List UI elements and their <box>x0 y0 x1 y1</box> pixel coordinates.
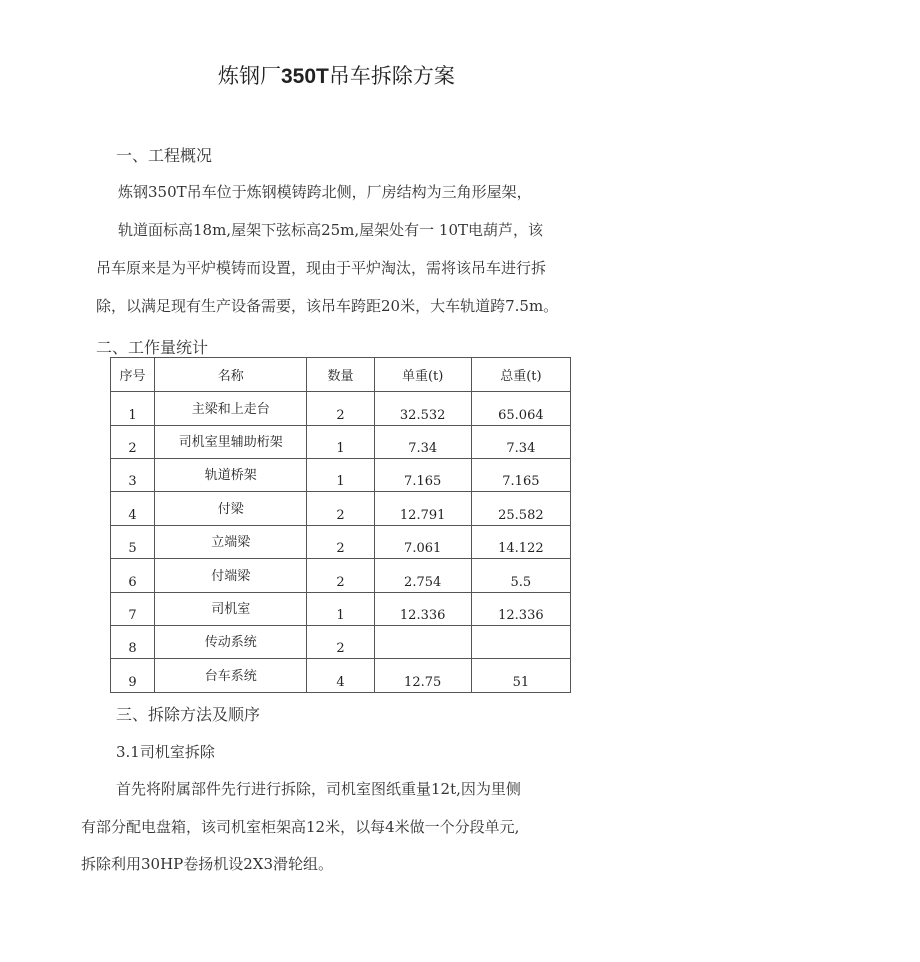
cell-total-weight: 65.064 <box>471 392 570 426</box>
cell-name <box>155 593 307 626</box>
cell-quantity: 1 <box>307 459 374 492</box>
cell-name-text: 付端梁 <box>211 569 251 584</box>
cell-unit-weight: 32.532 <box>374 392 471 426</box>
cell-index: 6 <box>111 559 155 593</box>
cell-total-weight <box>471 626 570 659</box>
cell-quantity: 2 <box>307 626 374 659</box>
cell-quantity: 2 <box>307 559 374 593</box>
cell-unit-weight: 12.336 <box>374 593 471 626</box>
cell-name <box>155 626 307 659</box>
cell-name-text: 台车系统 <box>204 669 257 684</box>
cell-name-text: 付梁 <box>217 502 244 517</box>
document-title <box>218 60 455 90</box>
cell-index: 3 <box>111 459 155 492</box>
cell-quantity: 1 <box>307 593 374 626</box>
cell-name <box>155 526 307 559</box>
title-prefix: 炼钢厂 <box>218 64 281 88</box>
cell-index: 4 <box>111 492 155 526</box>
table-row <box>111 659 571 693</box>
cell-index: 5 <box>111 526 155 559</box>
cell-name <box>155 559 307 593</box>
section2-heading: 二、工作量统计 <box>96 338 209 357</box>
cell-unit-weight: 12.75 <box>374 659 471 693</box>
cell-quantity: 1 <box>307 426 374 459</box>
cell-unit-weight: 2.754 <box>374 559 471 593</box>
title-suffix: 吊车拆除方案 <box>328 64 455 88</box>
cell-quantity: 2 <box>307 526 374 559</box>
cell-name <box>155 459 307 492</box>
cell-index: 8 <box>111 626 155 659</box>
cell-quantity: 4 <box>307 659 374 693</box>
cell-name <box>155 392 307 426</box>
workload-table <box>110 357 571 693</box>
header-quantity: 数量 <box>307 358 374 392</box>
header-total-weight: 总重(t) <box>471 358 570 392</box>
cell-index: 2 <box>111 426 155 459</box>
table-row <box>111 593 571 626</box>
cell-name <box>155 659 307 693</box>
section3-line-1: 首先将附属部件先行进行拆除，司机室图纸重量12t,因为里侧 <box>116 780 521 798</box>
table-row <box>111 492 571 526</box>
cell-total-weight: 25.582 <box>471 492 570 526</box>
cell-total-weight: 7.34 <box>471 426 570 459</box>
section1-heading: 一、工程概况 <box>116 146 213 165</box>
cell-total-weight: 14.122 <box>471 526 570 559</box>
header-name: 名称 <box>155 358 307 392</box>
cell-name-text: 轨道桥架 <box>204 468 257 483</box>
table-row <box>111 392 571 426</box>
cell-quantity: 2 <box>307 392 374 426</box>
table-header-row <box>111 358 571 392</box>
cell-total-weight: 51 <box>471 659 570 693</box>
header-unit-weight: 单重(t) <box>374 358 471 392</box>
section3-line-2: 有部分配电盘箱，该司机室柜架高12米，以每4米做一个分段单元, <box>81 818 520 836</box>
cell-name-text: 主梁和上走台 <box>191 402 270 417</box>
cell-name-text: 立端梁 <box>211 535 251 550</box>
cell-total-weight: 7.165 <box>471 459 570 492</box>
title-bold: 350T <box>281 65 329 88</box>
section3-heading: 三、拆除方法及顺序 <box>116 705 261 724</box>
section1-line-2: 轨道面标高18m,屋架下弦标高25m,屋架处有一 10T电葫芦，该 <box>118 221 544 239</box>
cell-name <box>155 492 307 526</box>
cell-total-weight: 12.336 <box>471 593 570 626</box>
cell-unit-weight <box>374 626 471 659</box>
cell-index: 1 <box>111 392 155 426</box>
header-index: 序号 <box>111 358 155 392</box>
cell-name-text: 司机室里辅助桁架 <box>178 435 283 450</box>
cell-unit-weight: 7.34 <box>374 426 471 459</box>
cell-total-weight: 5.5 <box>471 559 570 593</box>
table-row <box>111 459 571 492</box>
cell-quantity: 2 <box>307 492 374 526</box>
table-row <box>111 526 571 559</box>
section1-line-4: 除，以满足现有生产设备需要，该吊车跨距20米，大车轨道跨7.5m。 <box>96 297 559 315</box>
cell-index: 7 <box>111 593 155 626</box>
table-row <box>111 426 571 459</box>
cell-name <box>155 426 307 459</box>
section3-line-3: 拆除利用30HP卷扬机设2X3滑轮组。 <box>81 855 334 873</box>
cell-unit-weight: 7.165 <box>374 459 471 492</box>
section1-line-3: 吊车原来是为平炉模铸而设置，现由于平炉淘汰，需将该吊车进行拆 <box>96 259 547 277</box>
table-row <box>111 626 571 659</box>
section1-line-1: 炼钢350T吊车位于炼钢模铸跨北侧，厂房结构为三角形屋架， <box>118 183 532 201</box>
section3-subheading: 3.1司机室拆除 <box>116 743 215 761</box>
cell-name-text: 传动系统 <box>204 635 257 650</box>
cell-name-text: 司机室 <box>211 602 251 617</box>
cell-index: 9 <box>111 659 155 693</box>
cell-unit-weight: 7.061 <box>374 526 471 559</box>
table-row <box>111 559 571 593</box>
cell-unit-weight: 12.791 <box>374 492 471 526</box>
